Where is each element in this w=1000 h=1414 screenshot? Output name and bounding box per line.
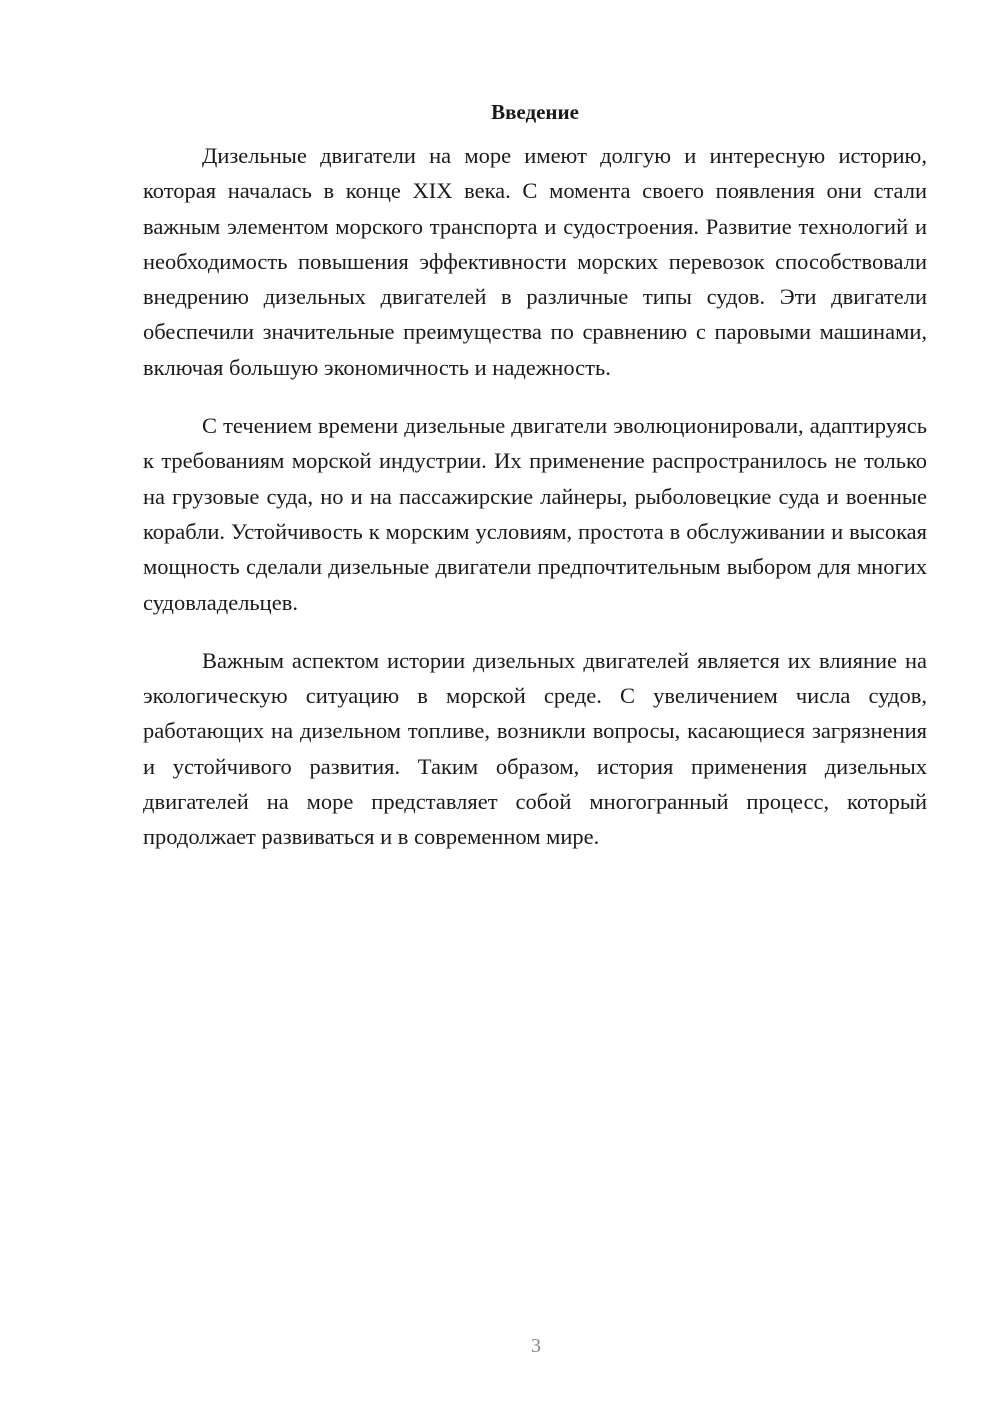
paragraph-2: С течением времени дизельные двигатели эволюционировали, адаптируясь к требованиям морской индустрии. Их применение распространилось не только на грузовые суда, но и на пассажирские лайнеры, рыболовецкие суда и военные корабли. Устойчивость к морским условиям, простота в обслуживании и высокая мощность сделали дизельные двигатели предпочтительным выбором для многих судовладельцев. (143, 413, 927, 615)
page-content (143, 96, 927, 878)
section-title: Введение (491, 100, 579, 124)
page-number: 3 (531, 1335, 541, 1357)
paragraph-3: Важным аспектом истории дизельных двигателей является их влияние на экологическую ситуацию в морской среде. С увеличением числа судов, работающих на дизельном топливе, возникли вопросы, касающиеся загрязнения и устойчивого развития. Таким образом, история применения дизельных двигателей на море представляет собой многогранный процесс, который продолжает развиваться и в современном мире. (143, 647, 927, 850)
paragraph-1: Дизельные двигатели на море имеют долгую и интересную историю, которая началась в конце XIX века. С момента своего появления они стали важным элементом морского транспорта и судостроения. Развитие технологий и необходимость повышения эффективности морских перевозок способствовали внедрению дизельных двигателей в различные типы судов. Эти двигатели обеспечили значительные преимущества по сравнению с паровыми машинами, включая большую экономичность и надежность. (143, 143, 927, 380)
